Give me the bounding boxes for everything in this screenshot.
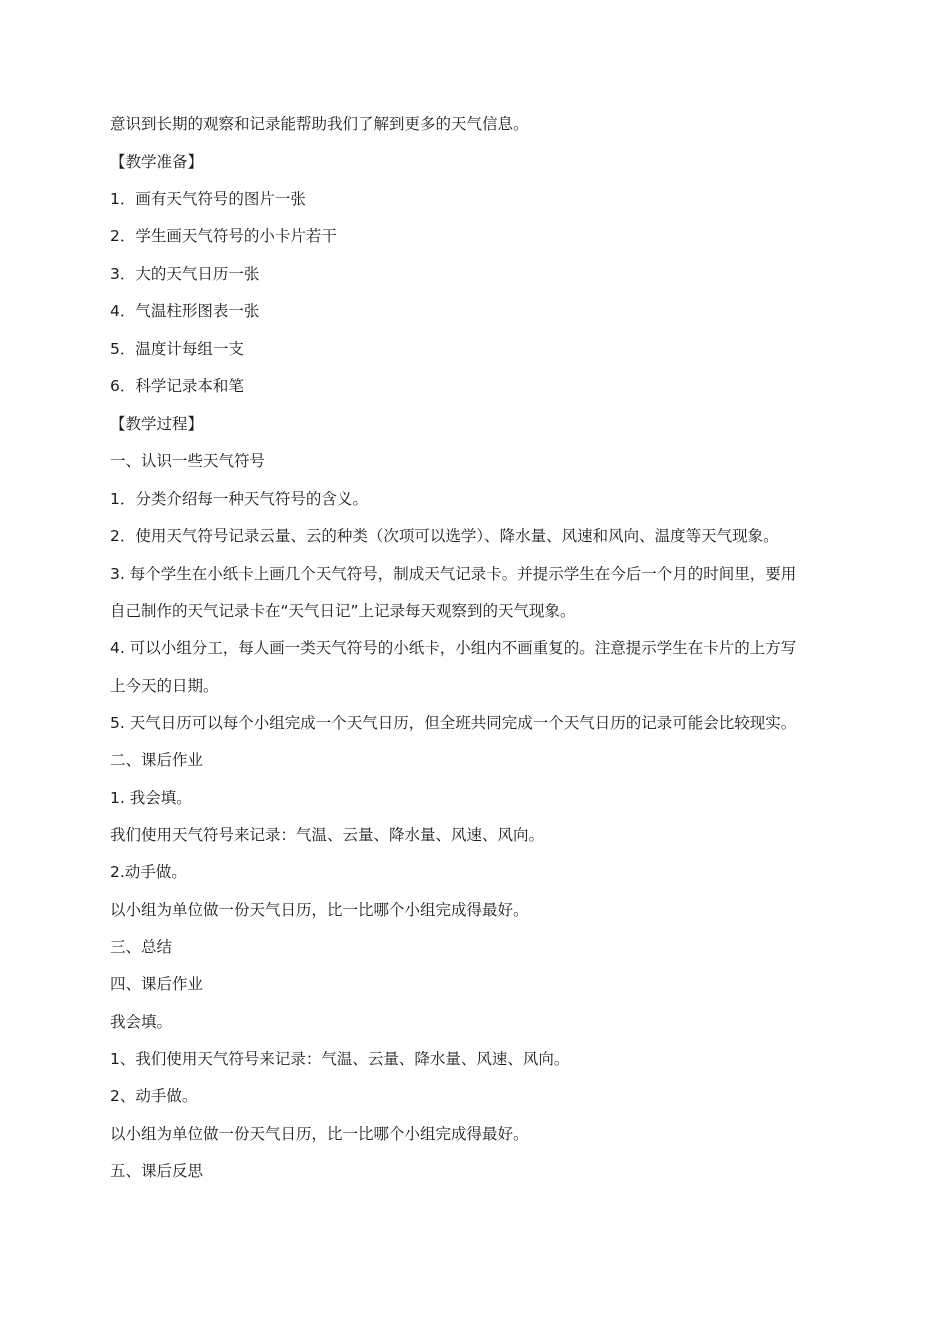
homework-text: 我会填。	[110, 1013, 173, 1031]
process-item: 4. 可以小组分工，每人画一类天气符号的小纸卡，小组内不画重复的。注意提示学生在卡片的上方写	[110, 639, 797, 657]
process-item-continued: 自己制作的天气记录卡在“天气日记”上记录每天观察到的天气现象。	[110, 602, 576, 620]
homework-item: 2.动手做。	[110, 863, 187, 881]
subsection-heading: 四、课后作业	[110, 975, 204, 993]
preparation-item: 4．气温柱形图表一张	[110, 302, 260, 320]
homework-item: 1、我们使用天气符号来记录：气温、云量、降水量、风速、风向。	[110, 1050, 570, 1068]
process-item: 1．分类介绍每一种天气符号的含义。	[110, 490, 368, 508]
process-item: 3. 每个学生在小纸卡上画几个天气符号，制成天气记录卡。并提示学生在今后一个月的时间里，要用	[110, 565, 797, 583]
subsection-heading: 三、总结	[110, 938, 173, 956]
preparation-item: 2．学生画天气符号的小卡片若干	[110, 227, 337, 245]
preparation-item: 3．大的天气日历一张	[110, 265, 260, 283]
subsection-heading: 一、认识一些天气符号	[110, 452, 266, 470]
homework-text: 我们使用天气符号来记录：气温、云量、降水量、风速、风向。	[110, 826, 545, 844]
process-item: 2．使用天气符号记录云量、云的种类（次项可以选学）、降水量、风速和风向、温度等天气现象。	[110, 527, 779, 545]
homework-item: 1. 我会填。	[110, 789, 192, 807]
section-heading-preparation: 【教学准备】	[110, 153, 204, 171]
subsection-heading: 二、课后作业	[110, 751, 204, 769]
subsection-heading: 五、课后反思	[110, 1162, 204, 1180]
intro-line: 意识到长期的观察和记录能帮助我们了解到更多的天气信息。	[110, 115, 529, 133]
preparation-item: 6．科学记录本和笔	[110, 377, 244, 395]
homework-text: 以小组为单位做一份天气日历，比一比哪个小组完成得最好。	[110, 901, 529, 919]
preparation-item: 1．画有天气符号的图片一张	[110, 190, 306, 208]
process-item: 5. 天气日历可以每个小组完成一个天气日历，但全班共同完成一个天气日历的记录可能会比较现实。	[110, 714, 797, 732]
homework-item: 2、动手做。	[110, 1087, 198, 1105]
homework-text: 以小组为单位做一份天气日历，比一比哪个小组完成得最好。	[110, 1125, 529, 1143]
process-item-continued: 上今天的日期。	[110, 677, 219, 695]
section-heading-process: 【教学过程】	[110, 415, 204, 433]
preparation-item: 5．温度计每组一支	[110, 340, 244, 358]
